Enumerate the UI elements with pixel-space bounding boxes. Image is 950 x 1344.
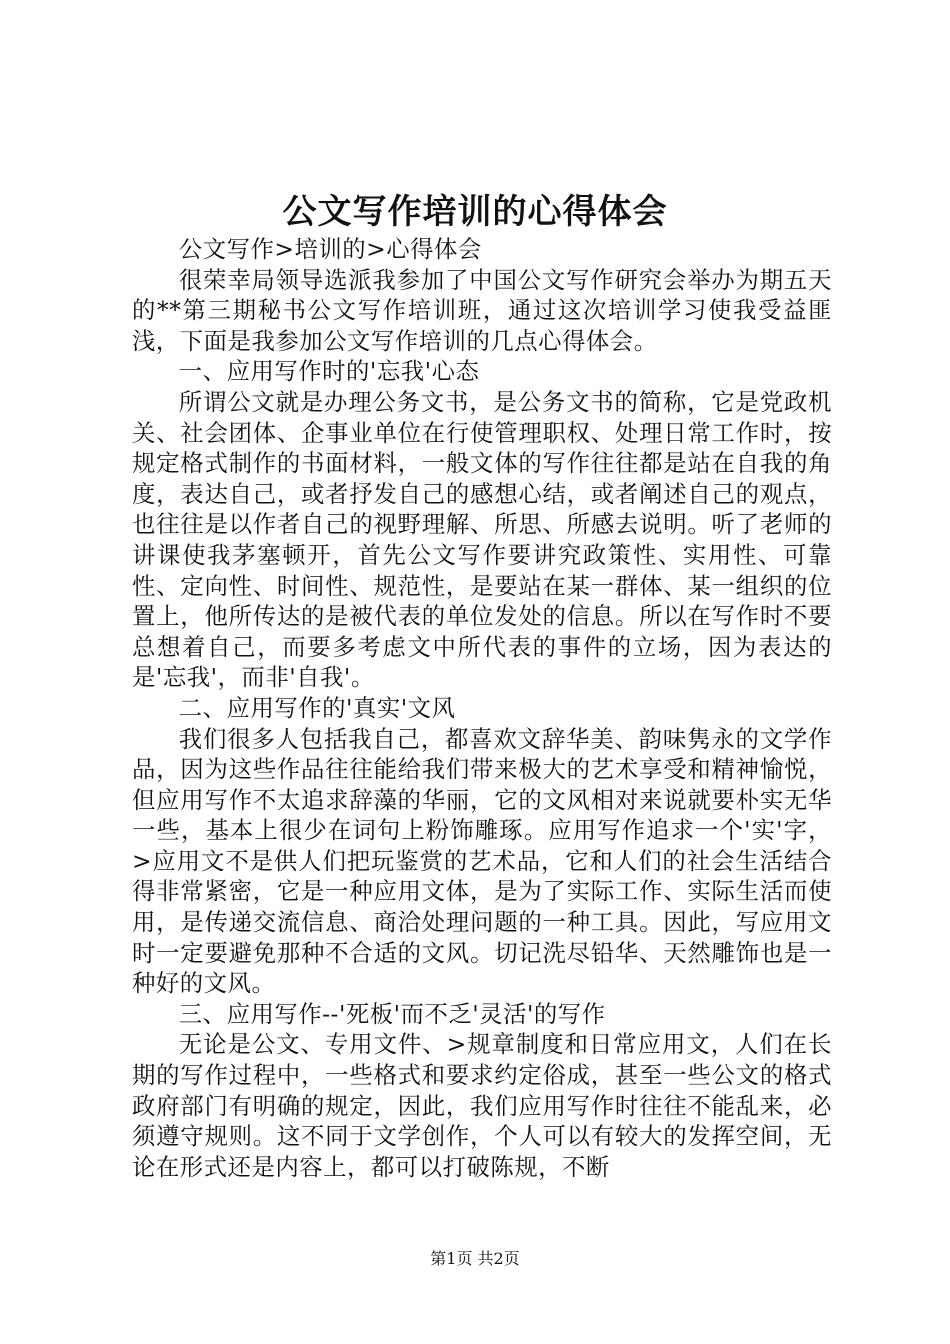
breadcrumb-line: 公文写作>培训的>心得体会 (178, 235, 482, 263)
intro-paragraph: 很荣幸局领导选派我参加了中国公文写作研究会举办为期五天的**第三期秘书公文写作培训班，通过这次培训学习使我受益匪浅，下面是我参加公文写作培训的几点心得体会。 (132, 265, 832, 355)
section-paragraph-3: 无论是公文、专用文件、>规章制度和日常应用文，人们在长期的写作过程中，一些格式和要求约定俗成，甚至一些公文的格式政府部门有明确的规定，因此，我们应用写作时往往不能乱来，必须遵守规则。这不同于文学创作，个人可以有较大的发挥空间，无论在形式还是内容上，都可以打破陈规，不断 (132, 1030, 832, 1181)
section-paragraph-2: 我们很多人包括我自己，都喜欢文辞华美、韵味隽永的文学作品，因为这些作品往往能给我们带来极大的艺术享受和精神愉悦，但应用写作不太追求辞藻的华丽，它的文风相对来说就要朴实无华一些，基本上很少在词句上粉饰雕琢。应用写作追求一个'实'字，>应用文不是供人们把玩鉴赏的艺术品，它和人们的社会生活结合得非常紧密，它是一种应用文体，是为了实际工作、实际生活而使用，是传递交流信息、商洽处理问题的一种工具。因此，写应用文时一定要避免那种不合适的文风。切记洗尽铅华、天然雕饰也是一种好的文风。 (132, 724, 832, 998)
document-title: 公文写作培训的心得体会 (282, 192, 668, 232)
page-footer: 第1页 共2页 (430, 1249, 520, 1268)
section-paragraph-1: 所谓公文就是办理公务文书，是公务文书的简称，它是党政机关、社会团体、企事业单位在行使管理职权、处理日常工作时，按规定格式制作的书面材料，一般文体的写作往往都是站在自我的角度，表达自己，或者抒发自己的感想心结，或者阐述自己的观点，也往往是以作者自己的视野理解、所思、所感去说明。听了老师的讲课使我茅塞顿开，首先公文写作要讲究政策性、实用性、可靠性、定向性、时间性、规范性，是要站在某一群体、某一组织的位置上，他所传达的是被代表的单位发处的信息。所以在写作时不要总想着自己，而要多考虑文中所代表的事件的立场，因为表达的是'忘我'，而非'自我'。 (132, 387, 832, 692)
section-heading-2: 二、应用写作的'真实'文风 (178, 693, 456, 722)
document-body (132, 234, 832, 1335)
section-heading-1: 一、应用写作时的'忘我'心态 (178, 357, 480, 386)
section-heading-3: 三、应用写作--'死板'而不乏'灵活'的写作 (178, 999, 606, 1028)
